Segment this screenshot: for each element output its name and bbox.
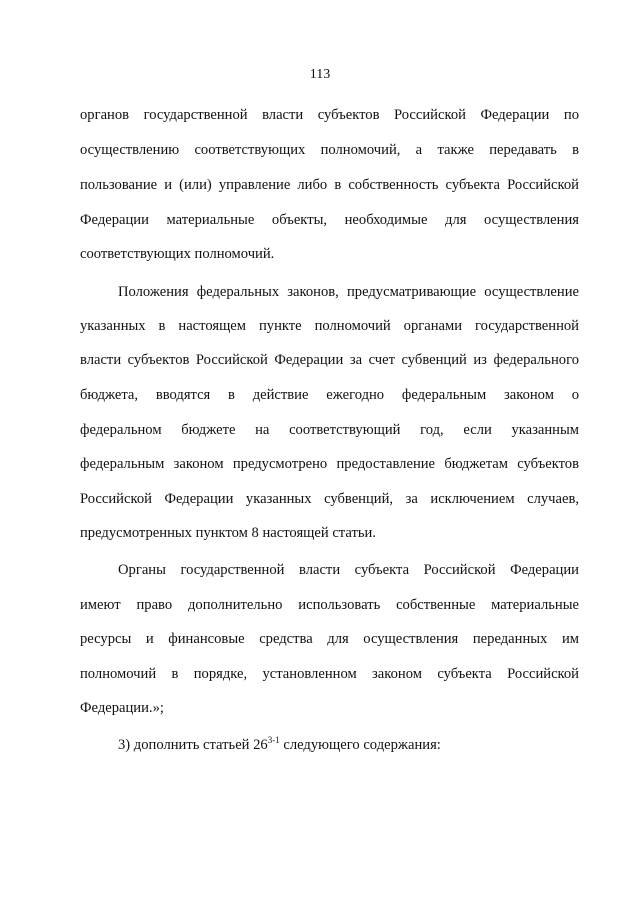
paragraph-3-line-4: полномочий в порядке, установленном законом субъекта Российской [80, 666, 579, 682]
paragraph-2-line-6: федеральным законом предусмотрено предоставление бюджетам субъектов [80, 456, 579, 472]
paragraph-4-text-before: 3) дополнить статьей 26 [118, 737, 268, 753]
paragraph-1-line-4: Федерации материальные объекты, необходимые для осуществления [80, 212, 579, 228]
paragraph-2-line-8: предусмотренных пунктом 8 настоящей статьи. [80, 525, 376, 541]
page-number: 113 [309, 67, 331, 82]
paragraph-2-line-1: Положения федеральных законов, предусматривающие осуществление [118, 284, 579, 300]
paragraph-2-line-7: Российской Федерации указанных субвенций, за исключением случаев, [80, 491, 579, 507]
paragraph-3-line-3: ресурсы и финансовые средства для осуществления переданных им [80, 631, 579, 647]
paragraph-2-line-3: власти субъектов Российской Федерации за счет субвенций из федерального [80, 352, 579, 368]
paragraph-4-text-after: следующего содержания: [279, 737, 441, 753]
paragraph-1-line-2: осуществлению соответствующих полномочий, а также передавать в [80, 142, 579, 158]
paragraph-3-line-5: Федерации.»; [80, 700, 164, 716]
paragraph-1-line-1: органов государственной власти субъектов Российской Федерации по [80, 107, 579, 123]
paragraph-2-line-2: указанных в настоящем пункте полномочий органами государственной [80, 318, 579, 334]
paragraph-2-line-5: федеральном бюджете на соответствующий год, если указанным [80, 422, 579, 438]
paragraph-4-line-1 [118, 736, 579, 754]
paragraph-3-line-1: Органы государственной власти субъекта Российской Федерации [118, 562, 579, 578]
paragraph-3-line-2: имеют право дополнительно использовать собственные материальные [80, 597, 579, 613]
paragraph-1-line-5: соответствующих полномочий. [80, 246, 275, 262]
article-superscript: 3-1 [267, 736, 280, 745]
paragraph-1-line-3: пользование и (или) управление либо в собственность субъекта Российской [80, 177, 579, 193]
paragraph-2-line-4: бюджета, вводятся в действие ежегодно федеральным законом о [80, 387, 579, 403]
